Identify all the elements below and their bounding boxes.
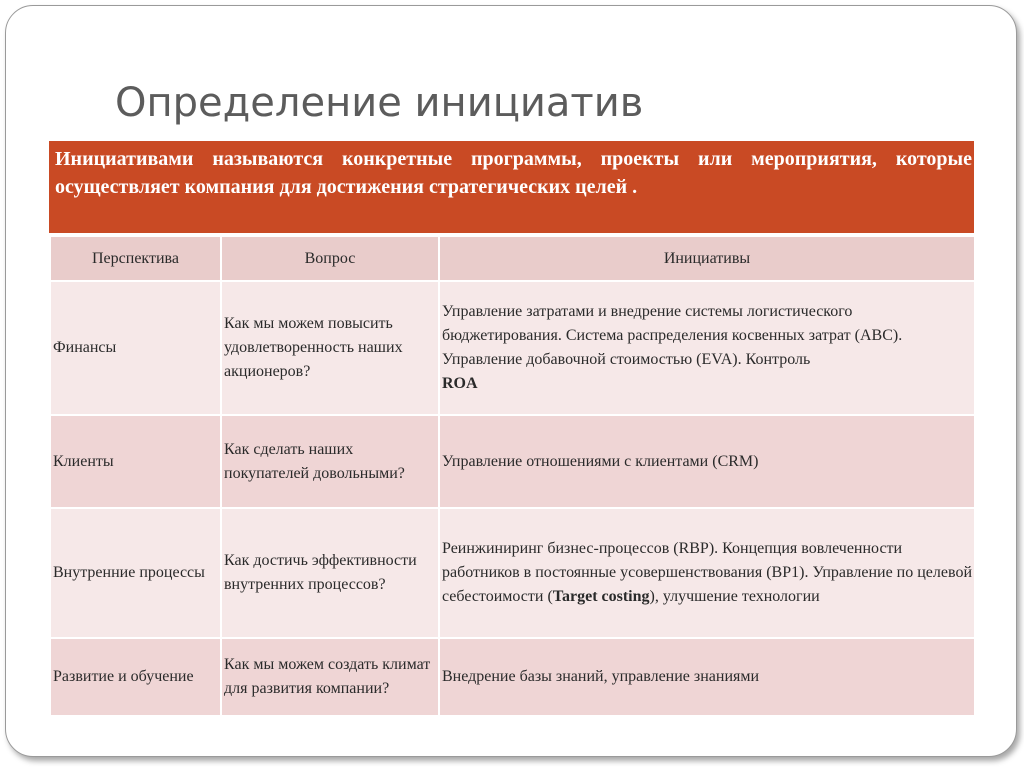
- question-cell: Как мы можем повысить удовлетворенность наших акционеров?: [221, 281, 439, 415]
- question-cell: Как достичь эффективности внутренних процессов?: [221, 508, 439, 638]
- initiative-cell: [439, 415, 975, 508]
- table-row: [50, 415, 975, 508]
- initiative-bold-term: Target costing: [552, 588, 650, 605]
- initiative-bold-term: ROA: [442, 375, 478, 392]
- header-perspective: Перспектива: [50, 236, 221, 281]
- initiative-cell: [439, 638, 975, 716]
- table-row: [50, 638, 975, 716]
- perspective-cell: Финансы: [50, 281, 221, 415]
- perspective-cell: Внутренние процессы: [50, 508, 221, 638]
- perspective-cell: Развитие и обучение: [50, 638, 221, 716]
- table-header-row: [50, 236, 975, 281]
- header-question: Вопрос: [221, 236, 439, 281]
- table-row: [50, 508, 975, 638]
- initiative-text: Реинжиниринг бизнес-процессов (RBP). Концепция вовлеченности работников в постоянные усовершенствования (BP1). Управление по целевой себестоимости (: [442, 540, 972, 605]
- initiatives-table: [49, 235, 976, 717]
- initiative-cell: [439, 281, 975, 415]
- definition-text: Инициативами называются конкретные программы, проекты или мероприятия, которые осуществляет компания для достижения стратегических целей .: [55, 148, 972, 198]
- definition-banner: [49, 141, 974, 233]
- initiative-tail-text: ), улучшение технологии: [649, 588, 820, 605]
- slide-title: Определение инициатив: [115, 80, 644, 126]
- question-cell: Как мы можем создать климат для развития компании?: [221, 638, 439, 716]
- initiative-text: Управление затратами и внедрение системы логистического бюджетирования. Система распределения косвенных затрат (ABC). Управление добавочной стоимостью (EVA). Контроль: [442, 303, 903, 368]
- initiative-text: Внедрение базы знаний, управление знаниями: [442, 668, 760, 685]
- perspective-cell: Клиенты: [50, 415, 221, 508]
- initiative-text: Управление отношениями с клиентами (CRM): [442, 452, 759, 470]
- header-initiatives: Инициативы: [439, 236, 975, 281]
- question-cell: Как сделать наших покупателей довольными?: [221, 415, 439, 508]
- initiative-cell: [439, 508, 975, 638]
- table-row: [50, 281, 975, 415]
